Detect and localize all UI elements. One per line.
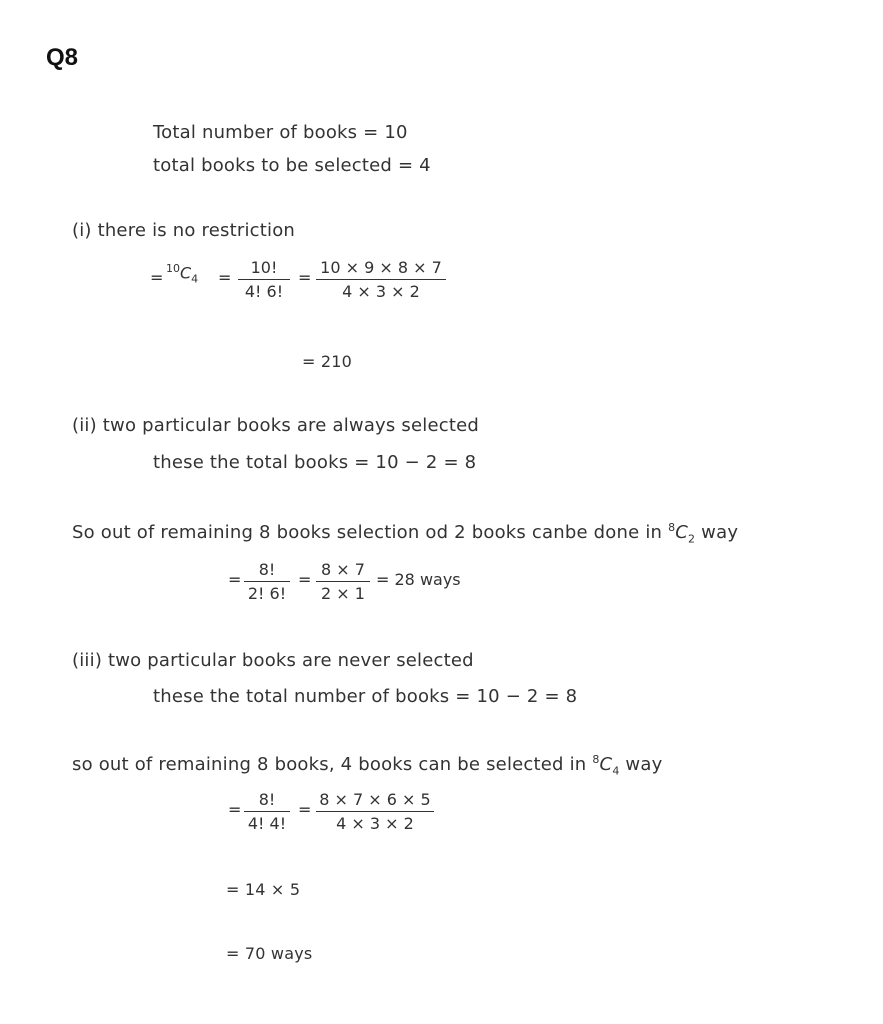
part1-frac1-num: 10! — [238, 258, 290, 280]
part1-eq2: = — [218, 268, 232, 287]
part2-frac1-num: 8! — [244, 560, 290, 582]
part3-statement-tail: way — [619, 754, 663, 775]
part1-fraction-2 — [316, 258, 446, 301]
part2-eq1: = — [228, 570, 242, 589]
part2-statement-text: So out of remaining 8 books selection od 2 books canbe done in — [72, 522, 669, 543]
part3-statement — [72, 753, 662, 778]
part3-fraction-1 — [244, 790, 290, 833]
part1-comb-sub: 4 — [191, 272, 199, 286]
part3-eq2: = — [298, 800, 312, 819]
part2-fraction-2 — [316, 560, 370, 603]
part3-eq1: = — [228, 800, 242, 819]
part2-eq2: = — [298, 570, 312, 589]
part1-fraction-1 — [238, 258, 290, 301]
part1-comb-sup: 10 — [166, 262, 180, 275]
part3-statement-sub: 4 — [612, 764, 620, 778]
part3-frac2-den: 4 × 3 × 2 — [336, 814, 414, 833]
part1-combination — [166, 262, 198, 286]
intro-line-selected: total books to be selected = 4 — [153, 155, 431, 176]
part3-statement-text: so out of remaining 8 books, 4 books can be selected in — [72, 754, 593, 775]
part1-result: = 210 — [302, 352, 353, 371]
part2-result: = 28 ways — [376, 570, 461, 589]
part2-heading: (ii) two particular books are always selected — [72, 415, 479, 436]
part3-step: = 14 × 5 — [226, 880, 301, 899]
part1-frac2-den: 4 × 3 × 2 — [342, 282, 420, 301]
part3-statement-sup: 8 — [592, 753, 600, 766]
part2-statement — [72, 521, 738, 546]
part3-frac1-num: 8! — [244, 790, 290, 812]
part1-frac2-num: 10 × 9 × 8 × 7 — [316, 258, 446, 280]
part2-frac2-num: 8 × 7 — [316, 560, 370, 582]
part3-statement-c: C — [599, 754, 613, 775]
part1-heading: (i) there is no restriction — [72, 220, 296, 241]
part1-eq3: = — [298, 268, 312, 287]
part3-fraction-2 — [316, 790, 434, 833]
part3-result: = 70 ways — [226, 944, 313, 963]
part3-heading: (iii) two particular books are never selected — [72, 650, 474, 671]
part1-frac1-den: 4! 6! — [244, 282, 284, 301]
part2-statement-sup: 8 — [668, 521, 676, 534]
part2-frac2-den: 2 × 1 — [321, 584, 365, 603]
part2-sub: these the total books = 10 − 2 = 8 — [153, 452, 477, 473]
part3-frac2-num: 8 × 7 × 6 × 5 — [316, 790, 434, 812]
part3-frac1-den: 4! 4! — [247, 814, 287, 833]
question-number: Q8 — [46, 44, 79, 71]
part1-eq1: = — [150, 268, 164, 287]
part3-sub: these the total number of books = 10 − 2 = 8 — [153, 686, 578, 707]
part2-statement-tail: way — [695, 522, 739, 543]
part2-statement-c: C — [675, 522, 689, 543]
part2-statement-sub: 2 — [688, 532, 696, 546]
part2-fraction-1 — [244, 560, 290, 603]
part1-comb-c: C — [180, 263, 192, 283]
part2-frac1-den: 2! 6! — [247, 584, 287, 603]
intro-line-total: Total number of books = 10 — [153, 122, 408, 143]
